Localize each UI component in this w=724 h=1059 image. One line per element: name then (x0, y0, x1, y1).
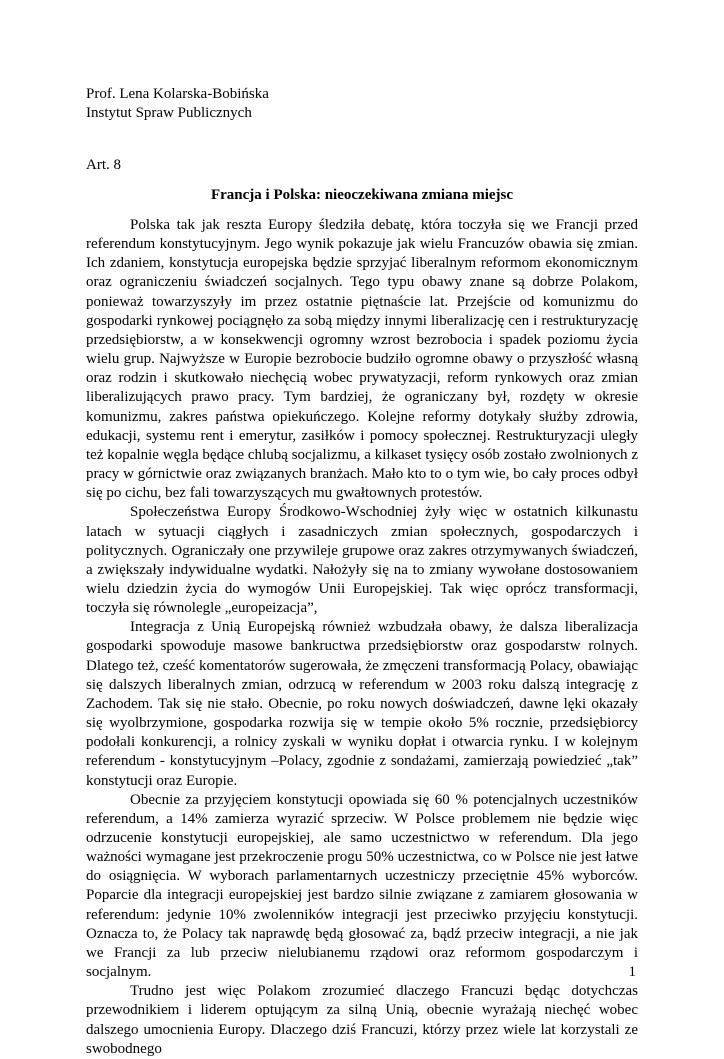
paragraph: Trudno jest więc Polakom zrozumieć dlaczego Francuzi będąc dotychczas przewodnikiem i liderem optującym za silną Unią, obecnie wyrażają niechęć wobec dalszego umocnienia Europy. Dlaczego dziś Francuzi, którzy przez wiele lat korzystali ze swobodnego (86, 983, 638, 1057)
author-block (86, 85, 269, 123)
author-name: Prof. Lena Kolarska-Bobińska (86, 86, 269, 102)
article-body (86, 216, 638, 1059)
article-label: Art. 8 (86, 157, 121, 173)
document-title: Francja i Polska: nieoczekiwana zmiana miejsc (210, 187, 514, 203)
paragraph: Obecnie za przyjęciem konstytucji opowiada się 60 % potencjalnych uczestników referendum, a 14% zamierza wyrazić sprzeciw. W Polsce problemem nie będzie więc odrzucenie konstytucji europejskiej, ale samo uczestnictwo w referendum. Dla jego ważności wymagane jest przekroczenie progu 50% uczestnictwa, co w Polsce nie jest łatwe do osiągnięcia. W wyborach parlamentarnych uczestniczy przeciętnie 45% wyborców. Poparcie dla integracji europejskiej jest bardzo silnie związane z zamiarem głosowania w referendum: jedynie 10% zwolenników integracji jest przeciwko przyjęciu konstytucji. Oznacza to, że Polacy tak naprawdę będą głosować za, bądź przeciw integracji, a nie jak we Francji za lub przeciw nielubianemu rządowi oraz reformom gospodarczym i socjalnym. (86, 791, 638, 981)
paragraph: Integracja z Unią Europejską również wzbudzała obawy, że dalsza liberalizacja gospodarki spowoduje masowe bankructwa przedsiębiorstw oraz gospodarstw rolnych. Dlatego też, cześć komentatorów sugerowała, że zmęczeni transformacją Polacy, obawiając się dalszych liberalnych zmian, odrzucą w referendum w 2003 roku dalszą integrację z Zachodem. Tak się nie stało. Obecnie, po roku nowych doświadczeń, dawne lęki okazały się wyolbrzymione, gospodarka rozwija się w tempie około 5% rocznie, przedsiębiorcy podołali konkurencji, a rolnicy zyskali w wyniku dopłat i otwarcia rynku. I w kolejnym referendum - konstytucyjnym –Polacy, zgodnie z sondażami, zamierzają powiedzieć „tak” konstytucji oraz Europie. (86, 619, 638, 789)
paragraph: Polska tak jak reszta Europy śledziła debatę, która toczyła się we Francji przed referendum konstytucyjnym. Jego wynik pokazuje jak wielu Francuzów obawia się zmian. Ich zdaniem, konstytucja europejska będzie sprzyjać liberalnym reformom ekonomicznym oraz ograniczeniu świadczeń socjalnych. Tego typu obawy znane są dobrze Polakom, ponieważ towarzyszyły im przez ostatnie piętnaście lat. Przejście od komunizmu do gospodarki rynkowej pociągnęło za sobą między innymi liberalizację cen i restrukturyzację przedsiębiorstw, a w konsekwencji ogromny wzrost bezrobocia i spadek poziomu życia wielu grup. Najwyższe w Europie bezrobocie budziło ogromne obawy o przyszłość własną oraz rodzin i skutkowało niechęcią wobec prywatyzacji, reform rynkowych oraz zmian liberalizujących prawo pracy. Tym bardziej, że ograniczany był, rozdęty w okresie komunizmu, zakres państwa opiekuńczego. Kolejne reformy dotykały służby zdrowia, edukacji, systemu rent i emerytur, zasiłków i pomocy społecznej. Restrukturyzacji uległy też kopalnie węgla będące chlubą socjalizmu, a kilkaset tysięcy osób zostało zwolnionych z pracy w górnictwie oraz związanych branżach. Mało kto to o tym wie, bo cały proces odbył się po cichu, bez fali towarzyszących mu gwałtownych protestów. (86, 217, 638, 502)
author-institution: Instytut Spraw Publicznych (86, 105, 252, 121)
page-number: 1 (628, 964, 636, 980)
paragraph: Społeczeństwa Europy Środkowo-Wschodniej żyły więc w ostatnich kilkunastu latach w sytuacji ciągłych i zasadniczych zmian społecznych, gospodarczych i politycznych. Ograniczały one przywileje grupowe oraz zakres otrzymywanych świadczeń, a zwiększały indywidualne wydatki. Nałożyły się na to zmiany wywołane dostosowaniem wielu dziedzin życia do wymogów Unii Europejskiej. Tak więc oprócz transformacji, toczyła się równolegle „europeizacja”, (86, 504, 638, 617)
